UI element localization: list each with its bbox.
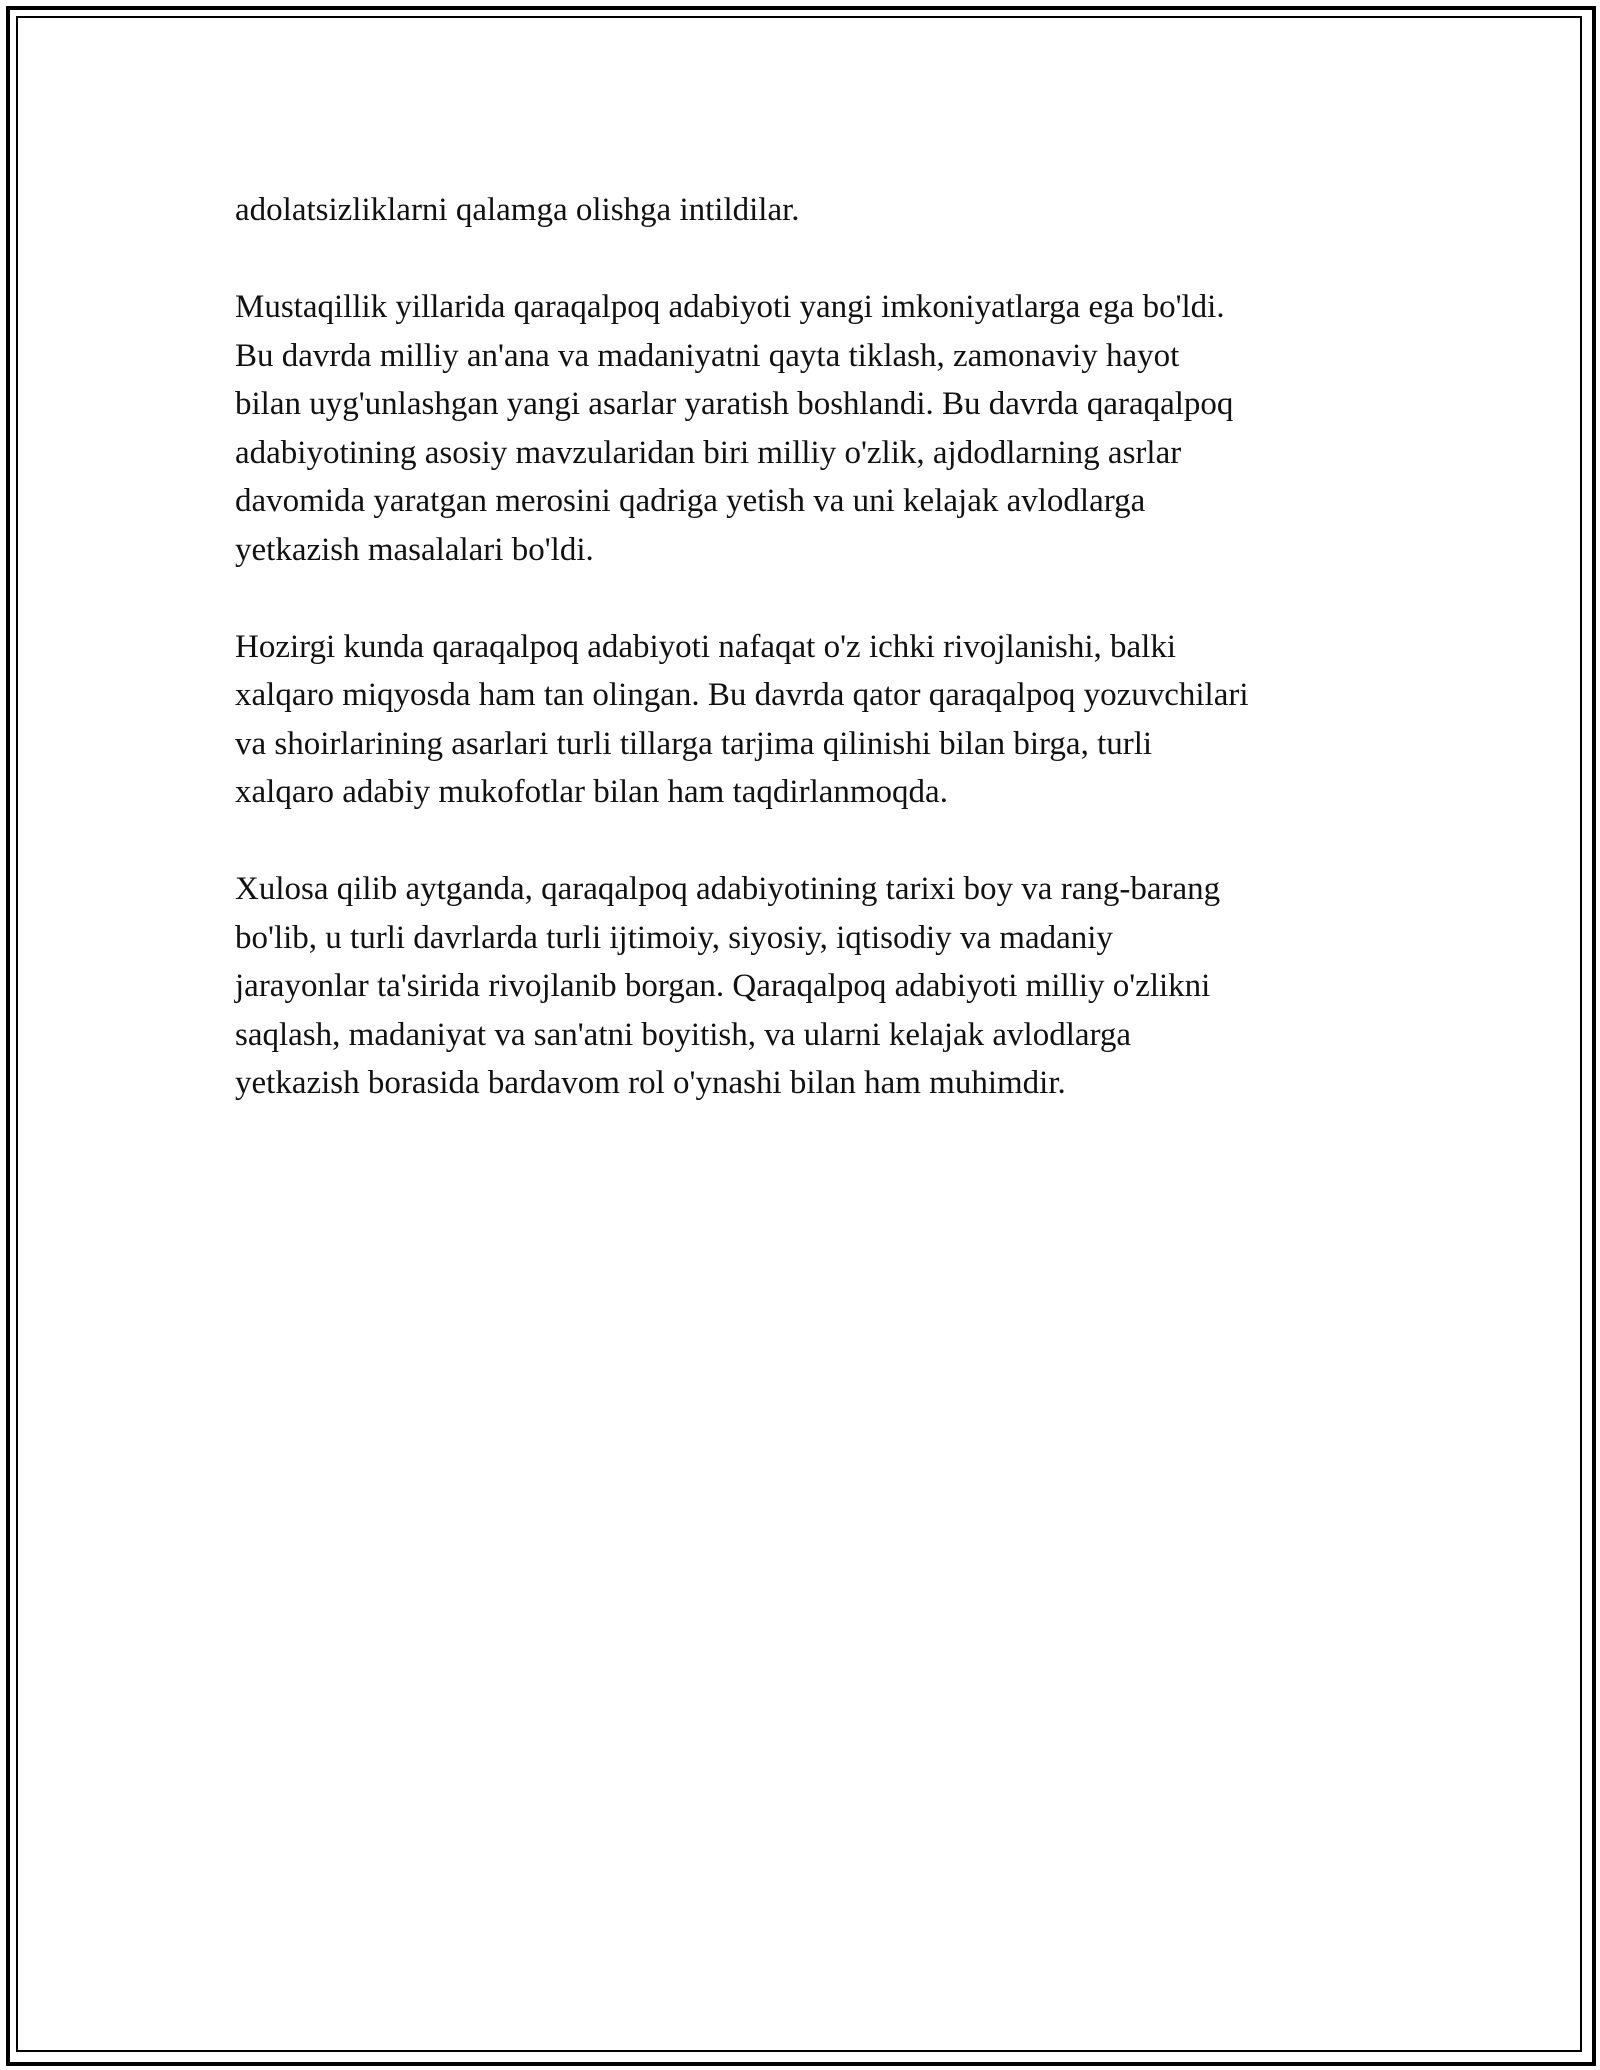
text-line: jarayonlar ta'sirida rivojlanib borgan. Qaraqalpoq adabiyoti milliy o'zlikni [235,968,1211,1004]
paragraph-1 [235,186,1375,235]
text-line: Hozirgi kunda qaraqalpoq adabiyoti nafaqat o'z ichki rivojlanishi, balki [235,628,1176,665]
text-line: xalqaro adabiy mukofotlar bilan ham taqdirlanmoqda. [235,774,948,810]
paragraph-4 [235,865,1375,1108]
text-line: yetkazish masalalari bo'ldi. [235,531,594,568]
text-line: saqlash, madaniyat va san'atni boyitish, va ularni kelajak avlodlarga [235,1016,1132,1053]
document-body [235,186,1375,1156]
text-line: bo'lib, u turli davrlarda turli ijtimoiy, siyosiy, iqtisodiy va madaniy [235,919,1113,956]
text-line: adolatsizliklarni qalamga olishga intildilar. [235,192,800,228]
text-line: Xulosa qilib aytganda, qaraqalpoq adabiyotining tarixi boy va rang-barang [235,871,1221,907]
text-line: yetkazish borasida bardavom rol o'ynashi bilan ham muhimdir. [235,1065,1066,1101]
paragraph-2 [235,283,1375,574]
text-line: davomida yaratgan merosini qadriga yetish va uni kelajak avlodlarga [235,483,1146,519]
text-line: xalqaro miqyosda ham tan olingan. Bu davrda qator qaraqalpoq yozuvchilari [235,677,1249,713]
text-line: adabiyotining asosiy mavzularidan biri milliy o'zlik, ajdodlarning asrlar [235,434,1182,471]
text-line: bilan uyg'unlashgan yangi asarlar yaratish boshlandi. Bu davrda qaraqalpoq [235,386,1234,422]
text-line: va shoirlarining asarlari turli tillarga tarjima qilinishi bilan birga, turli [235,725,1153,762]
text-line: Bu davrda milliy an'ana va madaniyatni qayta tiklash, zamonaviy hayot [235,337,1180,374]
paragraph-3 [235,623,1375,817]
text-line: Mustaqillik yillarida qaraqalpoq adabiyoti yangi imkoniyatlarga ega bo'ldi. [235,289,1225,325]
